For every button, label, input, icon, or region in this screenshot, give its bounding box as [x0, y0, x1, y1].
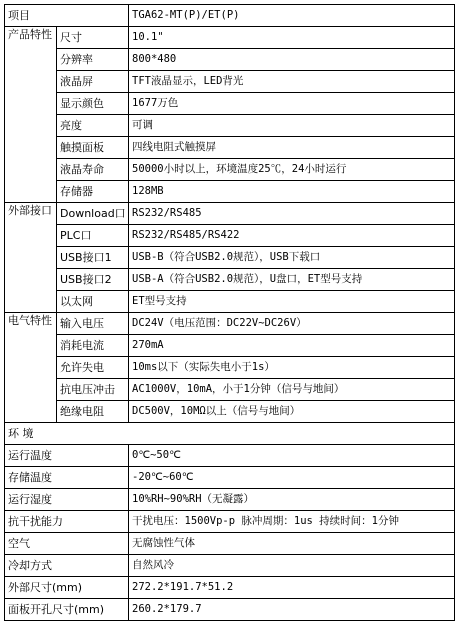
table-row — [5, 137, 455, 159]
row-value: 1677万色 — [129, 93, 455, 115]
table-row — [5, 511, 455, 533]
row-label: 抗电压冲击 — [57, 379, 129, 401]
table-row — [5, 71, 455, 93]
row-value: 10ms以下（实际失电小于1s） — [129, 357, 455, 379]
row-value: 0℃~50℃ — [129, 445, 455, 467]
row-value: USB-B（符合USB2.0规范），USB下载口 — [129, 247, 455, 269]
row-value: 10.1" — [129, 27, 455, 49]
table-row — [5, 93, 455, 115]
row-value: 四线电阻式触摸屏 — [129, 137, 455, 159]
row-value: -20℃~60℃ — [129, 467, 455, 489]
row-value: AC1000V，10mA，小于1分钟（信号与地间） — [129, 379, 455, 401]
row-label: 允许失电 — [57, 357, 129, 379]
row-value: 270mA — [129, 335, 455, 357]
row-label: PLC口 — [57, 225, 129, 247]
row-label: USB接口1 — [57, 247, 129, 269]
table-row — [5, 159, 455, 181]
header-label: 项目 — [5, 5, 129, 27]
table-row — [5, 401, 455, 423]
table-row — [5, 445, 455, 467]
row-value: 干扰电压：1500Vp-p 脉冲周期：1us 持续时间：1分钟 — [129, 511, 455, 533]
table-row — [5, 555, 455, 577]
row-label: 运行湿度 — [5, 489, 129, 511]
row-label: 尺寸 — [57, 27, 129, 49]
table-row — [5, 533, 455, 555]
row-value: RS232/RS485/RS422 — [129, 225, 455, 247]
row-value: ET型号支持 — [129, 291, 455, 313]
row-label: 液晶屏 — [57, 71, 129, 93]
row-value: 自然风冷 — [129, 555, 455, 577]
row-value: 800*480 — [129, 49, 455, 71]
category-electrical: 电气特性 — [5, 313, 57, 423]
row-value: RS232/RS485 — [129, 203, 455, 225]
table-row — [5, 489, 455, 511]
table-row — [5, 115, 455, 137]
model-value: TGA62-MT(P)/ET(P) — [129, 5, 455, 27]
table-row — [5, 379, 455, 401]
category-interfaces: 外部接口 — [5, 203, 57, 313]
row-value: TFT液晶显示，LED背光 — [129, 71, 455, 93]
table-row — [5, 357, 455, 379]
row-value: 260.2*179.7 — [129, 599, 455, 621]
row-label: 绝缘电阻 — [57, 401, 129, 423]
row-label: 显示颜色 — [57, 93, 129, 115]
table-row — [5, 269, 455, 291]
row-label: 消耗电流 — [57, 335, 129, 357]
table-row — [5, 423, 455, 445]
table-row — [5, 5, 455, 27]
row-label: Download口 — [57, 203, 129, 225]
row-value: DC24V（电压范围：DC22V~DC26V） — [129, 313, 455, 335]
row-value: 50000小时以上，环境温度25℃，24小时运行 — [129, 159, 455, 181]
table-row — [5, 335, 455, 357]
row-value: USB-A（符合USB2.0规范），U盘口，ET型号支持 — [129, 269, 455, 291]
row-label: 存储温度 — [5, 467, 129, 489]
row-label: 亮度 — [57, 115, 129, 137]
row-label: 液晶寿命 — [57, 159, 129, 181]
row-value: 10%RH~90%RH（无凝露） — [129, 489, 455, 511]
spec-table — [4, 4, 455, 621]
row-label: USB接口2 — [57, 269, 129, 291]
row-value: DC500V，10MΩ以上（信号与地间） — [129, 401, 455, 423]
row-value: 272.2*191.7*51.2 — [129, 577, 455, 599]
row-label: 运行温度 — [5, 445, 129, 467]
category-product: 产品特性 — [5, 27, 57, 203]
table-row — [5, 181, 455, 203]
row-label: 抗干扰能力 — [5, 511, 129, 533]
row-label: 冷却方式 — [5, 555, 129, 577]
row-label: 空气 — [5, 533, 129, 555]
row-label: 以太网 — [57, 291, 129, 313]
row-label: 存储器 — [57, 181, 129, 203]
row-value: 128MB — [129, 181, 455, 203]
table-row — [5, 467, 455, 489]
environment-title: 环 境 — [5, 423, 455, 445]
row-value: 无腐蚀性气体 — [129, 533, 455, 555]
row-label: 分辨率 — [57, 49, 129, 71]
row-label: 输入电压 — [57, 313, 129, 335]
table-row — [5, 313, 455, 335]
table-row — [5, 577, 455, 599]
row-value: 可调 — [129, 115, 455, 137]
row-label: 面板开孔尺寸(mm) — [5, 599, 129, 621]
table-row — [5, 247, 455, 269]
table-row — [5, 225, 455, 247]
table-row — [5, 291, 455, 313]
table-row — [5, 203, 455, 225]
table-row — [5, 49, 455, 71]
table-row — [5, 27, 455, 49]
row-label: 触摸面板 — [57, 137, 129, 159]
row-label: 外部尺寸(mm) — [5, 577, 129, 599]
